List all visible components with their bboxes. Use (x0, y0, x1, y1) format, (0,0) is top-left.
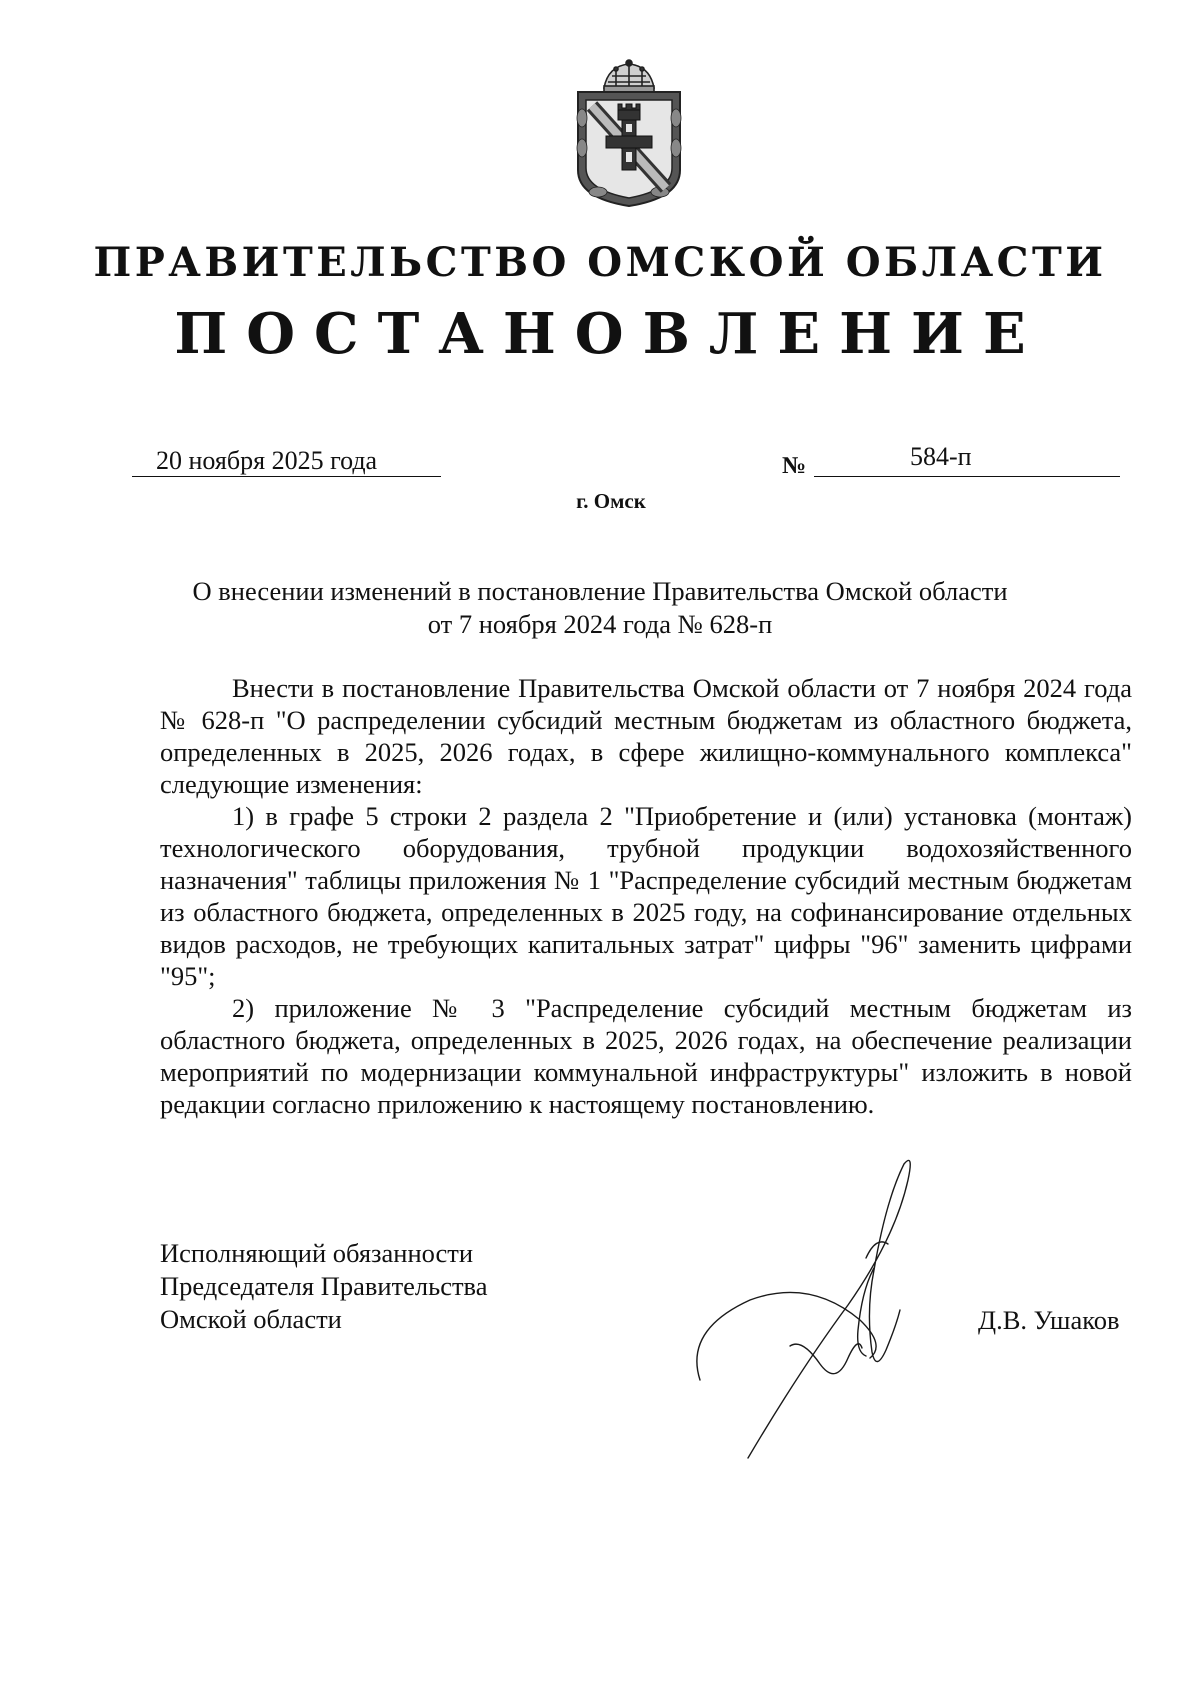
position-line: Исполняющий обязанности (160, 1238, 474, 1268)
position-line: Омской области (160, 1304, 342, 1334)
handwritten-signature (690, 1140, 1010, 1470)
body-paragraph: 1) в графе 5 строки 2 раздела 2 "Приобретение и (или) установка (монтаж) технологического оборудования, трубной продукции водохозяйственного назначения" таблицы приложения № 1 "Распределение субсидий местным бюджетам из областного бюджета, определенных в 2025 году, на софинансирование отдельных видов расходов, не требующих капитальных затрат" цифры "96" заменить цифрами "95"; (160, 801, 1132, 991)
document-number-field (814, 442, 1120, 477)
number-sign: № (782, 453, 807, 479)
signatory-position (160, 1237, 488, 1336)
document-subject (0, 575, 1200, 641)
body-paragraph: 2) приложение № 3 "Распределение субсидий местным бюджетам из областного бюджета, определенных в 2025, 2026 годах, на обеспечение реализации мероприятий по модернизации коммунальной инфраструктуры" изложить в новой редакции согласно приложению к настоящему постановлению. (160, 993, 1132, 1119)
document-body (160, 672, 1132, 1120)
issue-city: г. Омск (576, 489, 646, 513)
subject-line: от 7 ноября 2024 года № 628-п (427, 609, 773, 639)
body-paragraph: Внести в постановление Правительства Омской области от 7 ноября 2024 года № 628-п "О распределении субсидий местным бюджетам из областного бюджета, определенных в 2025, 2026 годах, в сфере жилищно-коммунального комплекса" следующие изменения: (160, 673, 1132, 799)
document-date-field (132, 446, 441, 477)
document-date: 20 ноября 2025 года (156, 446, 378, 475)
document-number: 584-п (910, 442, 972, 471)
government-title: ПРАВИТЕЛЬСТВО ОМСКОЙ ОБЛАСТИ (93, 239, 1107, 286)
signatory-name: Д.В. Ушаков (978, 1305, 1120, 1335)
omsk-oblast-coat-of-arms-icon (568, 58, 690, 208)
position-line: Председателя Правительства (160, 1271, 488, 1301)
document-type-title: ПОСТАНОВЛЕНИЕ (174, 301, 1045, 367)
subject-line: О внесении изменений в постановление Правительства Омской области (192, 576, 1008, 606)
